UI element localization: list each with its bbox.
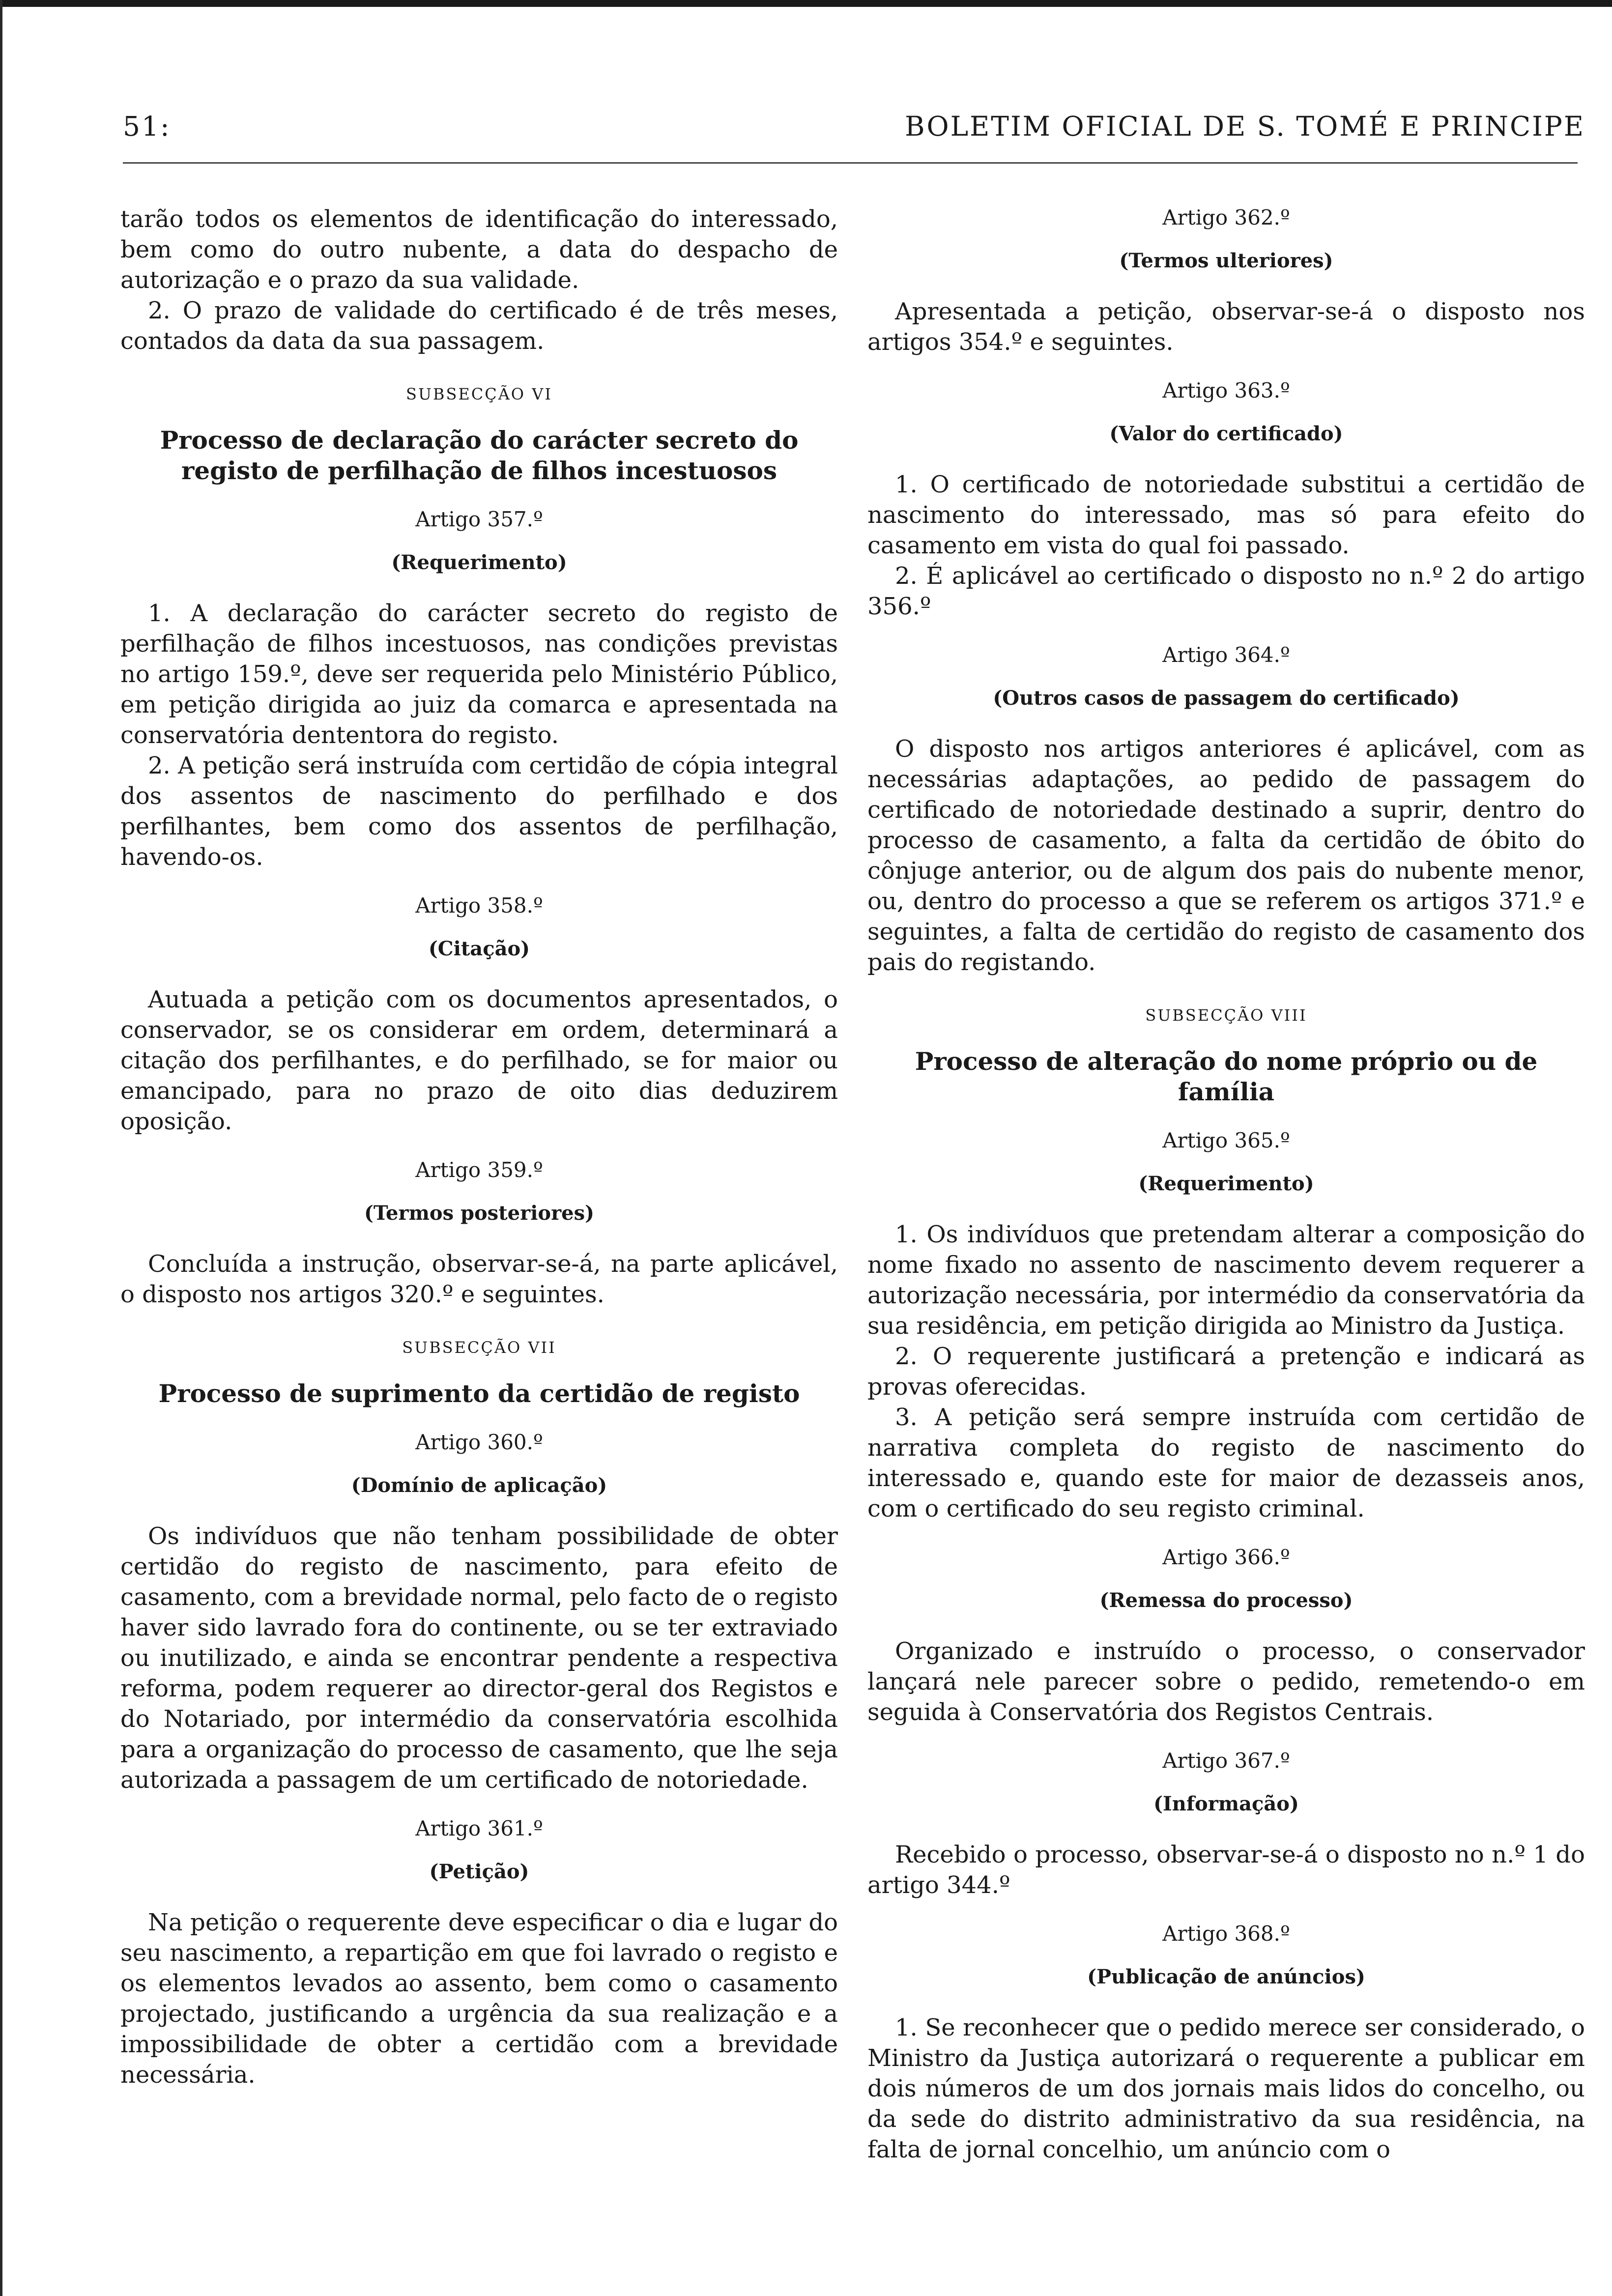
paragraph: Recebido o processo, observar-se-á o disposto no n.º 1 do artigo 344.º: [867, 1841, 1585, 1899]
article-title: (Termos ulteriores): [1119, 249, 1333, 272]
right-column: [867, 204, 1585, 2243]
article-number: Artigo 360.º: [415, 1430, 543, 1454]
paragraph: 2. O requerente justificará a pretenção e indicará as provas oferecidas.: [867, 1343, 1585, 1401]
article-number: Artigo 366.º: [1162, 1545, 1290, 1569]
article-title: (Valor do certificado): [1109, 422, 1343, 445]
article-title: (Remessa do processo): [1099, 1589, 1353, 1612]
paragraph: 3. A petição será sempre instruída com certidão de narrativa completa do registo de nascimento do interessado e, quando este for maior de dezasseis anos, com o certificado do seu registo criminal.: [867, 1404, 1585, 1522]
paragraph: Na petição o requerente deve especificar o dia e lugar do seu nascimento, a repartição em que foi lavrado o registo e os elementos levados ao assento, bem como o casamento projectado, justificando a urgência da sua realização e a impossibilidade de obter a certidão com a brevidade necessária.: [120, 1909, 838, 2089]
article-number: Artigo 363.º: [1162, 378, 1290, 402]
article-title: (Informação): [1153, 1792, 1299, 1815]
article-number: Artigo 358.º: [415, 893, 543, 918]
paragraph: Os indivíduos que não tenham possibilidade de obter certidão do registo de nascimento, para efeito de casamento, com a brevidade normal, pelo facto de o registo haver sido lavrado fora do continente, ou se ter extraviado ou inutilizado, e ainda se encontrar pendente a respectiva reforma, podem requerer ao director-geral dos Registos e do Notariado, por intermédio da conservatória escolhida para a organização do processo de casamento, que lhe seja autorizada a passagem de um certificado de notoriedade.: [120, 1522, 838, 1794]
paragraph: 2. O prazo de validade do certificado é de três meses, contados da data da sua passagem.: [120, 297, 838, 355]
paragraph: 2. É aplicável ao certificado o disposto no n.º 2 do artigo 356.º: [867, 562, 1585, 620]
article-number: Artigo 365.º: [1162, 1128, 1290, 1152]
page-number: 51:: [123, 111, 171, 142]
article-title: (Requerimento): [391, 551, 567, 574]
article-title: (Publicação de anúncios): [1087, 1965, 1365, 1988]
header-divider: [123, 162, 1578, 164]
paragraph: Concluída a instrução, observar-se-á, na parte aplicável, o disposto nos artigos 320.º e seguintes.: [120, 1250, 838, 1308]
top-border: [0, 0, 1612, 7]
article-title: (Requerimento): [1138, 1172, 1314, 1195]
paragraph: Autuada a petição com os documentos apresentados, o conservador, se os considerar em ordem, determinará a citação dos perfilhantes, e do perfilhado, se for maior ou emancipado, para no prazo de oito dias deduzirem oposição.: [120, 986, 838, 1135]
subsection-label: SUBSECÇÃO VII: [402, 1338, 556, 1357]
article-title: (Termos posteriores): [364, 1202, 595, 1225]
left-border: [0, 0, 2, 2296]
article-title: (Domínio de aplicação): [351, 1474, 607, 1497]
paragraph: 1. O certificado de notoriedade substitui a certidão de nascimento do interessado, mas só para efeito do casamento em vista do qual foi passado.: [867, 471, 1585, 559]
article-number: Artigo 361.º: [415, 1816, 543, 1840]
section-heading: Processo de suprimento da certidão de registo: [158, 1379, 800, 1408]
page-header: [123, 106, 1585, 150]
article-number: Artigo 367.º: [1162, 1749, 1290, 1773]
paragraph: 2. A petição será instruída com certidão de cópia integral dos assentos de nascimento do perfilhado e dos perfilhantes, bem como dos assentos de perfilhação, havendo-os.: [120, 752, 838, 871]
subsection-label: SUBSECÇÃO VIII: [1145, 1006, 1307, 1025]
paragraph: 1. A declaração do carácter secreto do registo de perfilhação de filhos incestuosos, nas condições previstas no artigo 159.º, deve ser requerida pelo Ministério Público, em petição dirigida ao juiz da comarca e apresentada na conservatória dententora do registo.: [120, 600, 838, 749]
paragraph: Organizado e instruído o processo, o conservador lançará nele parecer sobre o pedido, remetendo-o em seguida à Conservatória dos Registos Centrais.: [867, 1637, 1585, 1726]
left-column: [120, 204, 838, 2243]
section-heading: Processo de alteração do nome próprio ou de família: [915, 1047, 1538, 1106]
subsection-label: SUBSECÇÃO VI: [406, 385, 552, 403]
paragraph: 1. Os indivíduos que pretendam alterar a composição do nome fixado no assento de nascimento devem requerer a autorização necessária, por intermédio da conservatória da sua residência, em petição dirigida ao Ministro da Justiça.: [867, 1221, 1585, 1340]
paragraph: 1. Se reconhecer que o pedido merece ser considerado, o Ministro da Justiça autorizará o requerente a publicar em dois números de um dos jornais mais lidos do concelho, ou da sede do distrito administrativo da sua residência, na falta de jornal concelhio, um anúncio com o: [867, 2014, 1585, 2163]
article-number: Artigo 368.º: [1162, 1922, 1290, 1946]
article-number: Artigo 357.º: [415, 507, 543, 531]
article-number: Artigo 364.º: [1162, 643, 1290, 667]
paragraph: O disposto nos artigos anteriores é aplicável, com as necessárias adaptações, ao pedido de passagem do certificado de notoriedade destinado a suprir, dentro do processo de casamento, a falta da certidão de óbito do cônjuge anterior, ou de algum dos pais do nubente menor, ou, dentro do processo a que se referem os artigos 371.º e seguintes, a falta de certidão do registo de casamento dos pais do registando.: [867, 735, 1585, 976]
article-title: (Petição): [429, 1860, 529, 1883]
publication-title: BOLETIM OFICIAL DE S. TOMÉ E PRINCIPE: [905, 111, 1585, 142]
paragraph: tarão todos os elementos de identificação do interessado, bem como do outro nubente, a data do despacho de autorização e o prazo da sua validade.: [120, 205, 838, 294]
section-heading: Processo de declaração do carácter secreto do registo de perfilhação de filhos incestuosos: [160, 426, 799, 485]
paragraph: Apresentada a petição, observar-se-á o disposto nos artigos 354.º e seguintes.: [867, 298, 1585, 356]
article-number: Artigo 359.º: [415, 1158, 543, 1182]
article-title: (Outros casos de passagem do certificado): [993, 687, 1460, 710]
article-number: Artigo 362.º: [1162, 205, 1290, 230]
article-title: (Citação): [428, 937, 530, 960]
